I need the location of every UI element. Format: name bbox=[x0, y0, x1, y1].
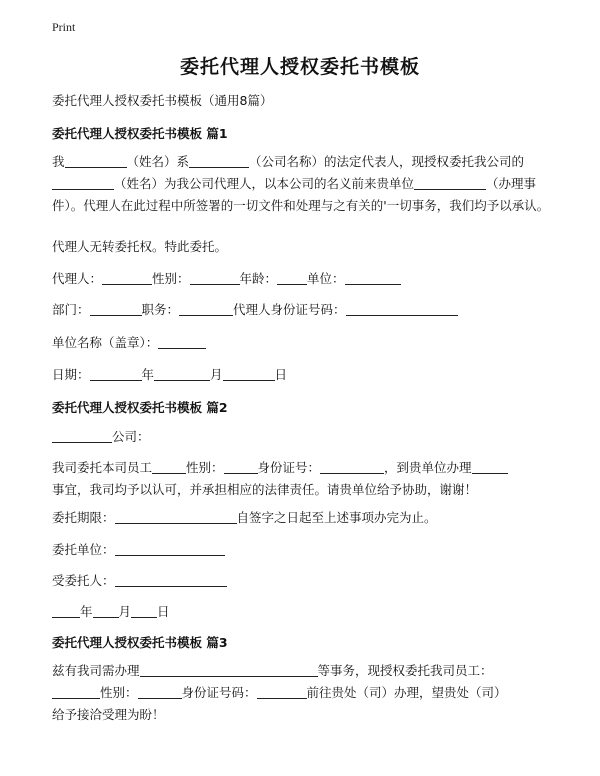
blank-line bbox=[154, 366, 210, 381]
print-link[interactable]: Print bbox=[52, 20, 76, 34]
blank-line bbox=[414, 175, 486, 190]
section-3-heading: 委托代理人授权委托书模板 篇3 bbox=[52, 635, 228, 650]
blank-line bbox=[472, 459, 508, 474]
blank-line bbox=[52, 175, 114, 190]
company-row: 公司： bbox=[52, 426, 552, 448]
section-3-paragraph: 兹有我司需办理 等事务，现授权委托我司员工： 性别： 身份证号码： 前往贵处（司）办理，望贵处（司） 给予接洽受理为盼！ bbox=[52, 663, 507, 722]
blank-line bbox=[115, 572, 227, 587]
date-row: 日期： 年 月 日 bbox=[52, 367, 288, 382]
blank-line bbox=[140, 662, 318, 677]
blank-line bbox=[52, 428, 112, 443]
section-1-heading: 委托代理人授权委托书模板 篇1 bbox=[52, 126, 228, 141]
section-2-paragraph: 我司委托本司员工 性别： 身份证号： ，到贵单位办理 事宜，我司均予以认可，并承担相应的法律责任。请贵单位给予协助，谢谢！ bbox=[52, 457, 552, 501]
blank-line bbox=[179, 301, 233, 316]
section-2-date-row: 年 月 日 bbox=[52, 601, 552, 623]
blank-line bbox=[65, 153, 127, 168]
blank-line bbox=[52, 603, 80, 618]
period-row: 委托期限： 自签字之日起至上述事项办完为止。 bbox=[52, 510, 437, 525]
blank-line bbox=[90, 366, 142, 381]
blank-line bbox=[158, 334, 206, 349]
blank-line bbox=[90, 301, 142, 316]
blank-line bbox=[346, 301, 458, 316]
section-1-paragraph: 我 （姓名）系 （公司名称）的法定代表人，现授权委托我公司的 （姓名）为我公司代理人，以本公司的名义前来贵单位 （办理事 件）。代理人在此过程中所签署的一切文件和处理与之有关的'一切事务，我们均予以承认。 bbox=[52, 154, 550, 213]
trustee-row: 受委托人： bbox=[52, 570, 552, 592]
blank-line bbox=[223, 366, 275, 381]
blank-line bbox=[345, 270, 401, 285]
entrusting-unit-row: 委托单位： bbox=[52, 539, 552, 561]
blank-line bbox=[257, 684, 307, 699]
blank-line bbox=[224, 459, 258, 474]
seal-row: 单位名称（盖章）： bbox=[52, 332, 552, 354]
blank-line bbox=[190, 270, 240, 285]
blank-line bbox=[138, 684, 182, 699]
blank-line bbox=[152, 459, 186, 474]
page-title: 委托代理人授权委托书模板 bbox=[179, 56, 420, 78]
department-row: 部门： 职务： 代理人身份证号码： bbox=[52, 299, 552, 321]
section-1-no-subdelegation: 代理人无转委托权。特此委托。 bbox=[52, 239, 228, 254]
blank-line bbox=[320, 459, 384, 474]
blank-line bbox=[102, 270, 152, 285]
section-2-heading: 委托代理人授权委托书模板 篇2 bbox=[52, 400, 228, 415]
blank-line bbox=[115, 541, 225, 556]
blank-line bbox=[131, 603, 157, 618]
blank-line bbox=[93, 603, 119, 618]
blank-line bbox=[189, 153, 249, 168]
blank-line bbox=[277, 270, 307, 285]
agent-info-row: 代理人： 性别： 年龄： 单位： bbox=[52, 268, 552, 290]
blank-line bbox=[115, 509, 237, 524]
blank-line bbox=[52, 684, 100, 699]
subtitle: 委托代理人授权委托书模板（通用8篇） bbox=[52, 93, 273, 108]
